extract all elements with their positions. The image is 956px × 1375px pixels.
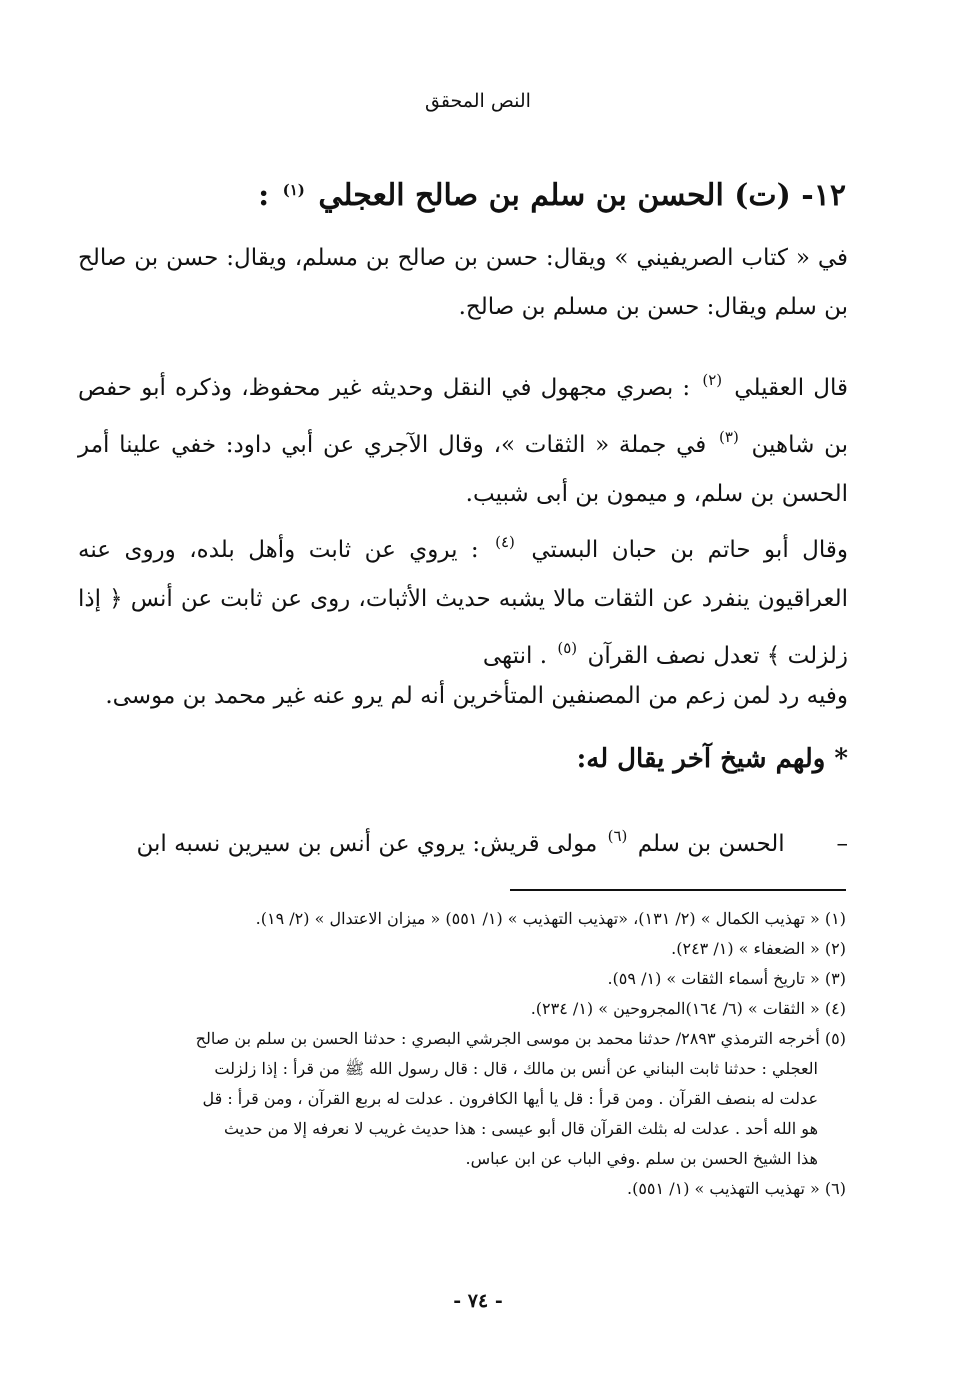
list-item [78, 812, 848, 869]
paragraph-text: قال العقيلي [734, 375, 849, 401]
paragraph [78, 356, 848, 519]
paragraph-text: . انتهى [482, 643, 548, 669]
footnote-2: (٢) « الضعفاء » (١/ ٢٤٣). [671, 939, 846, 958]
footnote-ref: (١) [282, 181, 305, 199]
footnote-5-line: العجلي : حدثنا ثابت البناني عن أنس بن مالك ، قال : قال رسول الله ﷺ من قرأ : إذا زلزلت [214, 1059, 818, 1078]
footnote-5-line: هذا الشيخ الحسن بن سلم .وفي الباب عن ابن عباس. [465, 1149, 818, 1168]
list-dash: – [836, 831, 848, 857]
footnote-3: (٣) « تاريخ أسماء الثقات » (١/ ٥٩). [607, 969, 846, 988]
footnote-5-line: عدلت له بنصف القرآن . ومن قرأ : قل يا أيها الكافرون . عدلت له بربع القرآن ، ومن قرأ : قل [202, 1089, 818, 1108]
footnote-1: (١) « تهذيب الكمال » (٢/ ١٣١)، «تهذيب التهذيب » (١/ ٥٥١) « ميزان الاعتدال » (٢/ ١٩). [255, 909, 846, 928]
footnote-ref: (٦) [607, 827, 628, 845]
entry-heading-text: ١٢- (ت) الحسن بن سلم بن صالح العجلي [318, 178, 846, 213]
paragraph-text: وقال أبو حاتم بن حبان البستي [531, 537, 848, 563]
page-number: - ٧٤ - [453, 1290, 503, 1312]
paragraph-text: في جملة « الثقات »، وقال الآجري عن أبي داود: خفي علينا أمر الحسن بن سلم، و ميمون بن أبى شبيب. [78, 432, 848, 507]
sub-heading: * ولهم شيخ آخر يقال له: [576, 744, 848, 774]
paragraph-text: : بصري مجهول في النقل وحديثه غير محفوظ، وذكره أبو حفص بن شاهين [78, 375, 849, 458]
footnote-6: (٦) « تهذيب التهذيب » (١/ ٥٥١). [627, 1179, 846, 1198]
running-title: النص المحقق [425, 90, 531, 112]
footnote-ref: (٤) [495, 533, 515, 551]
list-item-text: مولى قريش: يروي عن أنس بن سيرين نسبه ابن [136, 831, 598, 857]
footnote-5-line: (٥) أخرجه الترمذي ٢٨٩٣/ حدثنا محمد بن موسى الجرشي البصري : حدثنا الحسن بن سلم بن صالح [195, 1029, 846, 1048]
footnote-ref: (٣) [719, 428, 739, 446]
paragraph [78, 672, 848, 721]
paragraph-text: وفيه رد لمن زعم من المصنفين المتأخرين أنه لم يرو عنه غير محمد بن موسى. [105, 683, 848, 709]
footnote-4: (٤) « الثقات » (٦/ ١٦٤)المجروحين » (١/ ٢٣٤). [530, 999, 846, 1018]
footnote-ref: (٥) [557, 639, 578, 657]
footnotes [76, 904, 846, 1204]
entry-heading-colon: : [258, 178, 270, 213]
footnote-separator [510, 889, 846, 891]
paragraph-text: : يروي عن ثابت وأهل بلده، وروى عنه العراقيون ينفرد عن الثقات مالا يشبه حديث الأثبات، روى عن ثابت عن أنس ﴿ إذا زلزلت ﴾ تعدل نصف القرآن [78, 537, 848, 669]
list-item-name: الحسن بن سلم [637, 831, 785, 857]
entry-heading [110, 178, 846, 213]
paragraph-text: في « كتاب الصريفيني » ويقال: حسن بن صالح بن مسلم، ويقال: حسن بن صالح بن سلم ويقال: حسن بن مسلم بن صالح. [78, 245, 848, 320]
footnote-ref: (٢) [702, 371, 723, 389]
paragraph [78, 234, 848, 332]
footnote-5-line: هو الله أحد . عدلت له بثلث القرآن قال أبو عيسى : هذا حديث غريب لا نعرفه إلا من حديث [224, 1119, 818, 1138]
paragraph [78, 518, 848, 681]
